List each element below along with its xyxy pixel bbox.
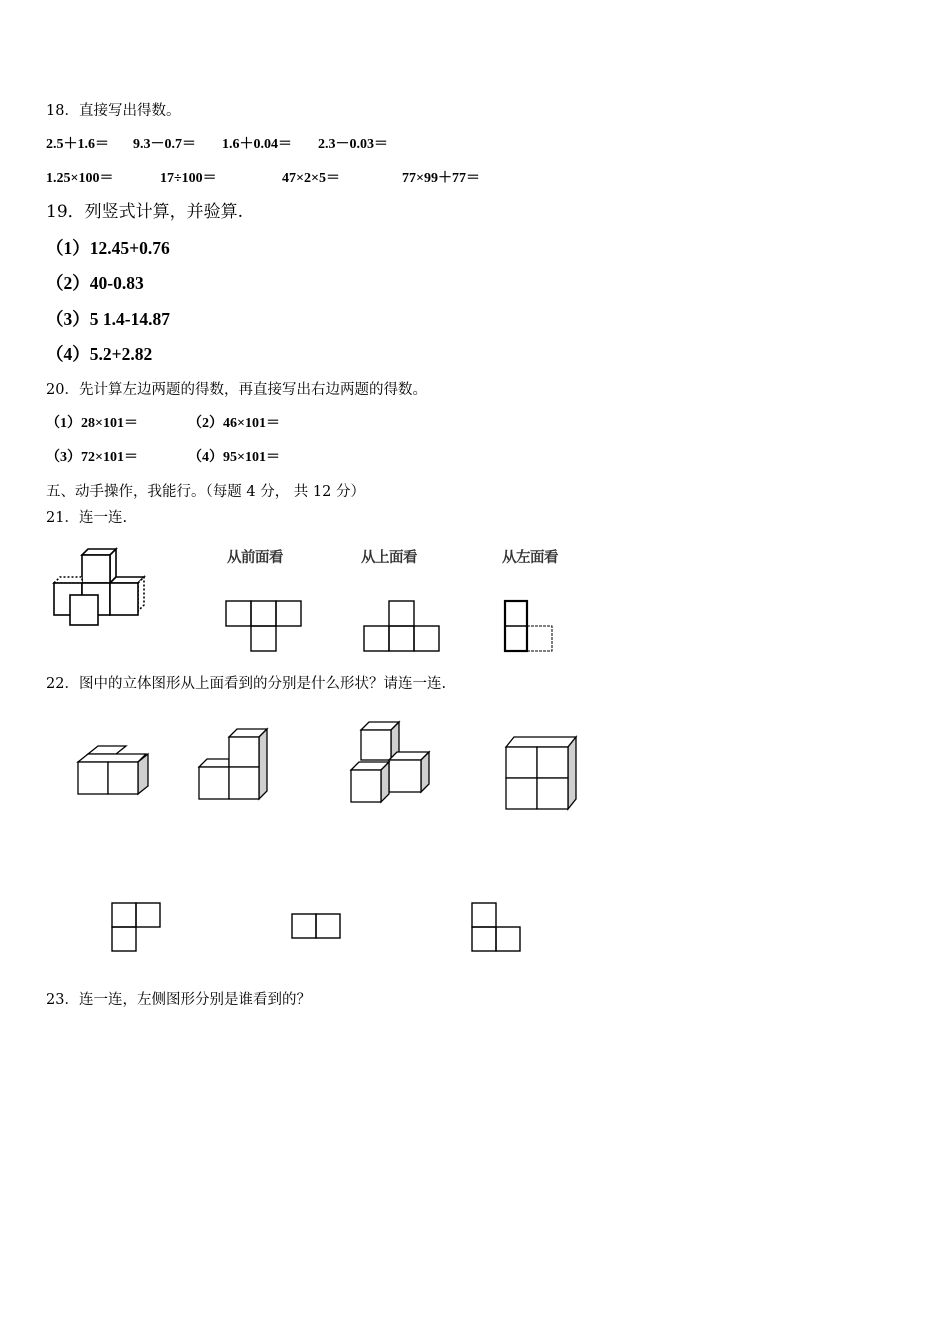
q20-item: （3）72×101＝ [46, 450, 138, 465]
q18-expr: 1.6＋0.04＝ [222, 137, 292, 152]
view-top-shape [363, 600, 441, 652]
q19-title: 19．列竖式计算，并验算. [46, 202, 244, 222]
view-front-shape [225, 600, 303, 652]
q20-item: （2）46×101＝ [188, 416, 280, 431]
q18-expr: 17÷100＝ [160, 171, 217, 186]
q19-item: （1）12.45+0.76 [46, 238, 170, 258]
view-left-shape [503, 600, 555, 652]
q18-expr: 77×99＋77＝ [402, 171, 480, 186]
section-heading: 五、动手操作，我能行。（每题 4 分， 共 12 分） [46, 484, 365, 500]
q20-title: 20．先计算左边两题的得数，再直接写出右边两题的得数。 [46, 382, 427, 398]
q19-item: （4）5.2+2.82 [46, 344, 153, 364]
q18-title: 18．直接写出得数。 [46, 103, 181, 119]
q22-solid-d [504, 735, 580, 811]
q18-expr: 1.25×100＝ [46, 171, 114, 186]
q22-top-view-reverse-l-shape [471, 902, 523, 952]
q18-expr: 2.3－0.03＝ [318, 137, 388, 152]
q22-solid-b [197, 727, 273, 803]
q21-title: 21．连一连. [46, 510, 128, 526]
q19-item: （2）40-0.83 [46, 273, 144, 293]
q22-solid-c [349, 720, 433, 804]
q22-title: 22．图中的立体图形从上面看到的分别是什么形状？请连一连. [46, 676, 447, 692]
q20-item: （4）95×101＝ [188, 450, 280, 465]
q18-expr: 47×2×5＝ [282, 171, 340, 186]
q20-item: （1）28×101＝ [46, 416, 138, 431]
q18-expr: 9.3－0.7＝ [133, 137, 196, 152]
view-label-front: 从前面看 [227, 550, 283, 566]
q18-expr: 2.5＋1.6＝ [46, 137, 109, 152]
q22-top-view-two-squares [291, 913, 343, 941]
q23-title: 23．连一连，左侧图形分别是谁看到的？ [46, 992, 311, 1008]
view-label-left: 从左面看 [502, 550, 558, 566]
q19-item: （3）5 1.4-14.87 [46, 309, 170, 329]
view-label-top: 从上面看 [361, 550, 417, 566]
q22-solid-a [76, 744, 152, 798]
q22-top-view-l-shape [111, 902, 163, 952]
q21-solid-figure [48, 545, 158, 630]
